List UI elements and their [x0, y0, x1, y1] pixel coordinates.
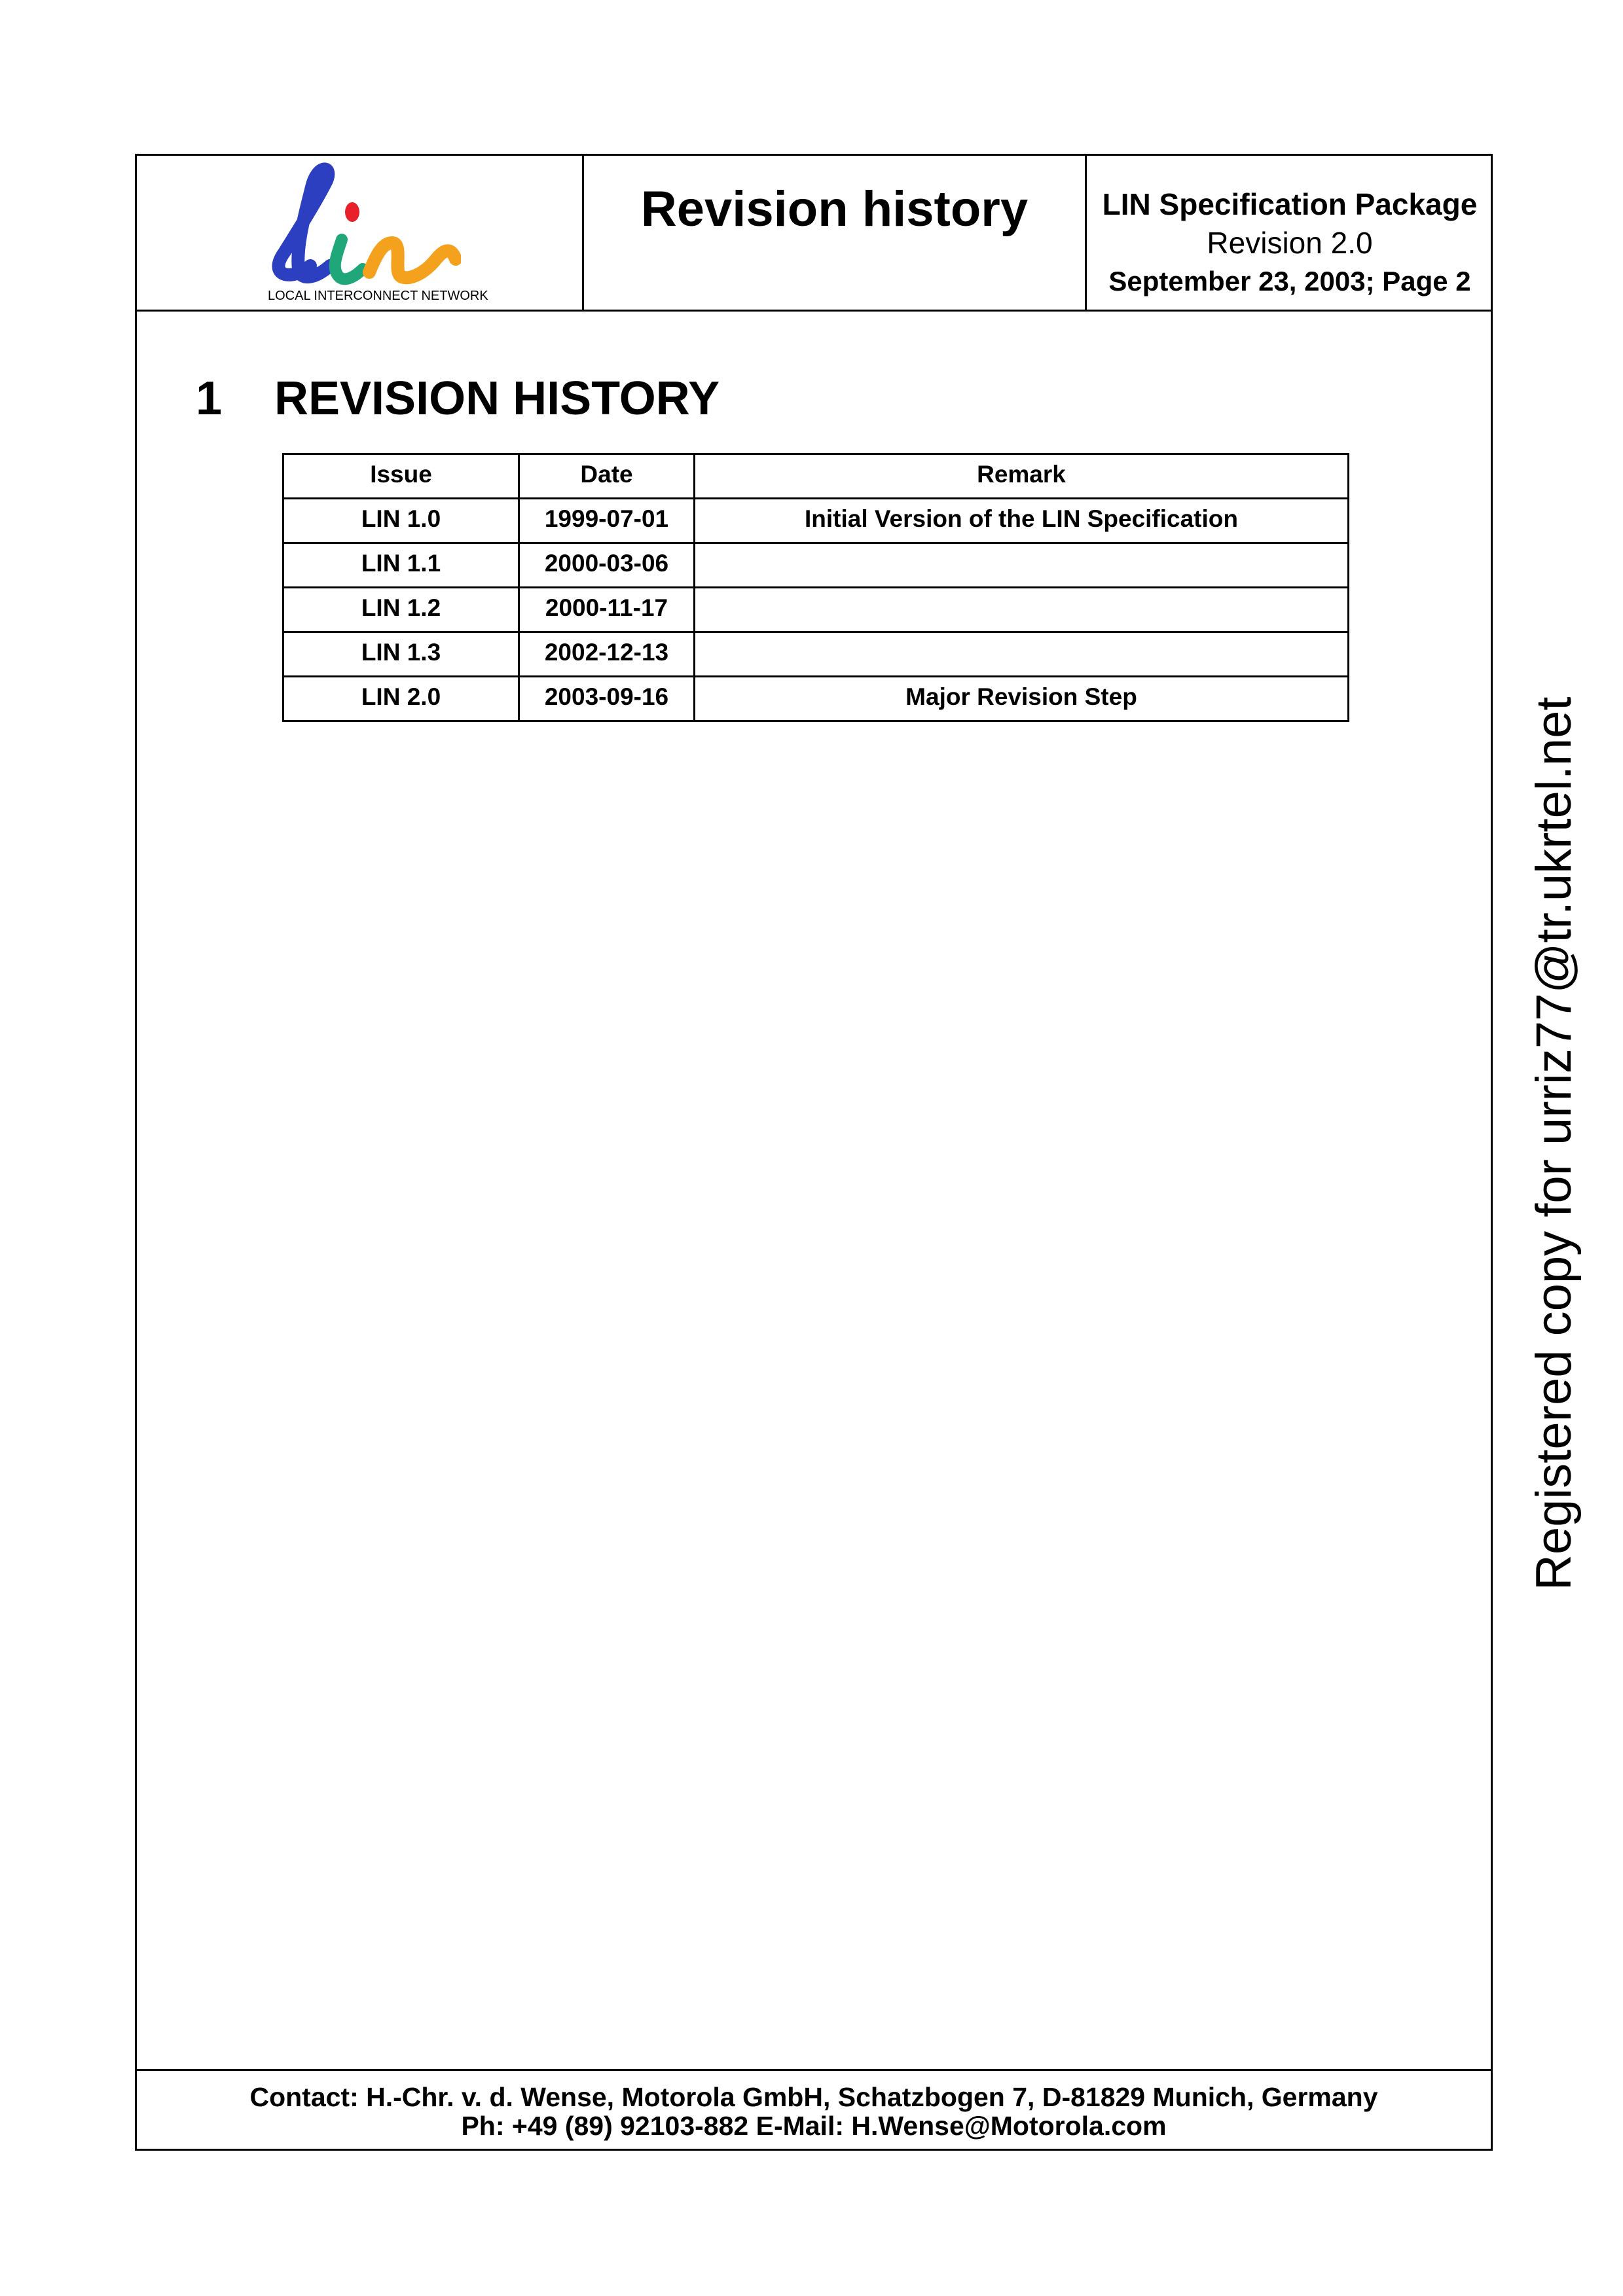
revision-table	[282, 453, 1349, 722]
issue-cell: LIN 1.2	[283, 588, 519, 632]
footer-contact: Contact: H.-Chr. v. d. Wense, Motorola GmbH, Schatzbogen 7, D-81829 Munich, Germany	[249, 2082, 1378, 2112]
remark-cell	[695, 543, 1349, 588]
remark-cell: Major Revision Step	[695, 677, 1349, 721]
page-header	[137, 156, 1491, 312]
document-title: Revision history	[640, 181, 1029, 237]
section-title: REVISION HISTORY	[274, 372, 720, 425]
page-frame	[135, 154, 1493, 2151]
revision-label: Revision 2.0	[1207, 226, 1373, 260]
section-number: 1	[196, 372, 223, 425]
column-header-issue: Issue	[283, 454, 519, 499]
section-heading	[196, 372, 720, 425]
page-footer	[137, 2069, 1491, 2149]
issue-cell: LIN 2.0	[283, 677, 519, 721]
footer-phone-email: Ph: +49 (89) 92103-882 E-Mail: H.Wense@Motorola.com	[461, 2111, 1167, 2141]
remark-cell: Initial Version of the LIN Specification	[695, 499, 1349, 543]
date-cell: 2000-11-17	[519, 588, 695, 632]
column-header-remark: Remark	[695, 454, 1349, 499]
date-cell: 2003-09-16	[519, 677, 695, 721]
date-page-label: September 23, 2003; Page 2	[1108, 266, 1471, 296]
date-cell: 1999-07-01	[519, 499, 695, 543]
logo-cell	[137, 156, 584, 310]
header-meta-cell	[1087, 156, 1493, 310]
remark-cell	[695, 632, 1349, 677]
package-title: LIN Specification Package	[1102, 187, 1478, 221]
table-row	[283, 677, 1349, 721]
issue-cell: LIN 1.1	[283, 543, 519, 588]
header-title-cell	[584, 156, 1087, 310]
remark-cell	[695, 588, 1349, 632]
lin-logo	[264, 161, 461, 287]
registered-copy-watermark: Registered copy for urriz77@tr.ukrtel.net	[1526, 696, 1582, 1590]
table-row	[283, 499, 1349, 543]
table-row	[283, 632, 1349, 677]
date-cell: 2000-03-06	[519, 543, 695, 588]
issue-cell: LIN 1.0	[283, 499, 519, 543]
column-header-date: Date	[519, 454, 695, 499]
table-row	[283, 588, 1349, 632]
date-cell: 2002-12-13	[519, 632, 695, 677]
table-header-row	[283, 454, 1349, 499]
table-row	[283, 543, 1349, 588]
logo-caption: LOCAL INTERCONNECT NETWORK	[268, 289, 488, 303]
issue-cell: LIN 1.3	[283, 632, 519, 677]
